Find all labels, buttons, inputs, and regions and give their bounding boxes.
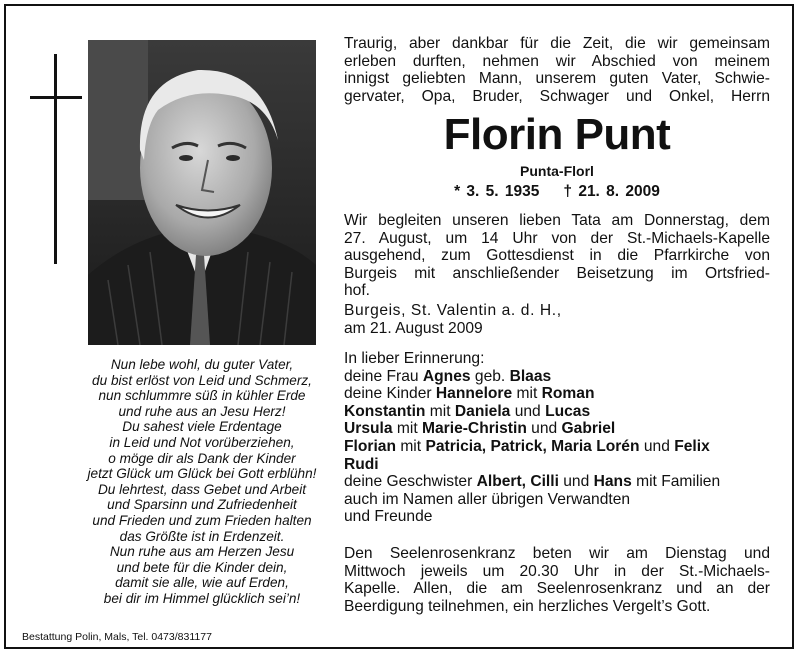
funeral-line: Burgeis mit anschließender Beisetzung im Ortsfried- [344, 264, 770, 282]
poem-line: das Größte ist in Erdenzeit. [119, 528, 285, 544]
intro-line: erleben durften, nehmen wir Abschied von meinem [344, 52, 770, 70]
mourner-line: Konstantin mit Daniela und Lucas [344, 402, 591, 420]
mourner-line: deine Geschwister Albert, Cilli und Hans mit Familien [344, 473, 721, 491]
memory-heading: In lieber Erinnerung: [344, 350, 485, 367]
place-date: am 21. August 2009 [344, 319, 483, 337]
poem-line: bei dir im Himmel glücklich sei’n! [103, 590, 301, 606]
portrait-photo [88, 40, 316, 345]
life-dates [344, 183, 770, 201]
poem-line: in Leid und Not vorüberziehen, [109, 434, 295, 450]
mourners-list [344, 350, 770, 526]
poem-line: und bete für die Kinder dein, [116, 559, 288, 575]
death-date: † 21. 8. 2009 [563, 183, 660, 200]
deceased-nickname: Punta-Florl [520, 163, 594, 179]
poem-line: damit sie alle, wie auf Erden, [115, 575, 289, 591]
intro-line: gervater, Opa, Bruder, Schwager und Onkel, Herrn [344, 87, 770, 105]
mourner-line: Florian mit Patricia, Patrick, Maria Lorén und Felix [344, 437, 710, 455]
intro-line: innigst geliebten Mann, unserem guten Vater, Schwie- [344, 70, 770, 88]
funeral-home-credit: Bestattung Polin, Mals, Tel. 0473/831177 [22, 631, 212, 643]
mourner-line: auch im Namen aller übrigen Verwandten [344, 490, 631, 508]
funeral-line: ausgehend, zum Gottesdienst in die Pfarrkirche von [344, 247, 770, 265]
poem-line: o möge dir als Dank der Kinder [108, 450, 296, 466]
rosary-line: Mittwoch jeweils um 20.30 Uhr in der St.-Michaels- [344, 562, 770, 580]
poem [84, 357, 320, 607]
deceased-name: Florin Punt [443, 110, 671, 159]
poem-line: nun schlummre süß in kühler Erde [98, 388, 306, 404]
poem-line: du bist erlöst von Leid und Schmerz, [92, 372, 312, 388]
funeral-line: 27. August, um 14 Uhr von der St.-Michaels-Kapelle [344, 229, 770, 247]
mourner-line: deine Frau Agnes geb. Blaas [344, 367, 552, 385]
mourner-line: deine Kinder Hannelore mit Roman [344, 385, 595, 403]
poem-line: Du sahest viele Erdentage [122, 419, 282, 435]
poem-line: und Frieden und zum Frieden halten [92, 512, 312, 528]
intro-line: Traurig, aber dankbar für die Zeit, die wir gemeinsam [344, 35, 770, 52]
poem-line: Nun ruhe aus am Herzen Jesu [109, 544, 295, 560]
mourner-line: und Freunde [344, 508, 433, 526]
poem-line: jetzt Glück um Glück bei Gott erblühn! [87, 466, 317, 482]
place-and-date [344, 302, 770, 337]
poem-line: und ruhe aus an Jesu Herz! [118, 403, 286, 419]
poem-line: und Sparsinn und Zufriedenheit [107, 497, 297, 513]
funeral-details [344, 212, 770, 300]
funeral-line: Wir begleiten unseren lieben Tata am Donnerstag, dem [344, 212, 770, 229]
cross-icon [54, 54, 57, 264]
mourner-line: Rudi [344, 455, 379, 473]
intro-text [344, 35, 770, 105]
rosary-line: Kapelle. Allen, die am Seelenrosenkranz und an der [344, 580, 770, 598]
place: Burgeis, St. Valentin a. d. H., [344, 302, 562, 319]
rosary-line: Den Seelenrosenkranz beten wir am Dienstag und [344, 545, 770, 562]
birth-date: * 3. 5. 1935 [454, 183, 540, 200]
cross-icon-bar [30, 96, 82, 99]
rosary-notice [344, 545, 770, 615]
funeral-line: hof. [344, 282, 371, 300]
poem-line: Nun lebe wohl, du guter Vater, [110, 357, 294, 372]
poem-line: Du lehrtest, dass Gebet und Arbeit [97, 481, 307, 497]
mourner-line: Ursula mit Marie-Christin und Gabriel [344, 420, 616, 438]
rosary-line: Beerdigung teilnehmen, ein herzliches Vergelt’s Gott. [344, 597, 711, 615]
